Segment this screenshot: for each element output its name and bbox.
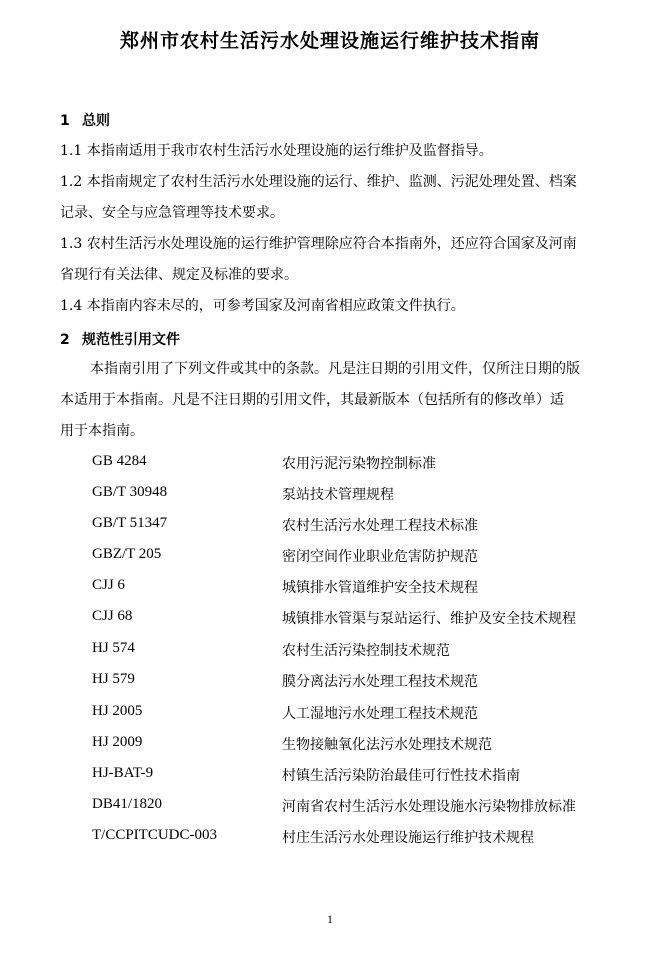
reference-row [92, 453, 632, 473]
reference-code: HJ 2005 [92, 703, 143, 719]
reference-title: 泵站技术管理规程 [282, 487, 394, 503]
section-2-title: 规范性引用文件 [82, 332, 180, 348]
reference-code: HJ-BAT-9 [92, 765, 154, 781]
section-1-number: 1 [60, 113, 70, 129]
clause-1-3 [60, 229, 620, 291]
reference-title: 农村生活污染控制技术规范 [282, 643, 450, 659]
reference-title: 城镇排水管道维护安全技术规程 [282, 580, 478, 596]
clause-1-4 [60, 291, 620, 322]
clause-line: 1.3 农村生活污水处理设施的运行维护管理除应符合本指南外，还应符合国家及河南 [60, 236, 577, 252]
reference-code: HJ 2009 [92, 734, 143, 750]
section-2-intro [60, 354, 620, 447]
clause-line: 1.2 本指南规定了农村生活污水处理设施的运行、维护、监测、污泥处理处置、档案 [60, 174, 577, 190]
clause-line: 记录、安全与应急管理等技术要求。 [60, 205, 284, 221]
reference-row [92, 703, 632, 723]
reference-row [92, 515, 632, 535]
reference-code: CJJ 68 [92, 608, 133, 624]
reference-title: 城镇排水管渠与泵站运行、维护及安全技术规程 [282, 611, 576, 627]
section-2-heading [60, 329, 180, 349]
reference-title: 村镇生活污染防治最佳可行性技术指南 [282, 768, 520, 784]
section-1-title: 总则 [82, 113, 110, 129]
clause-line: 1.4 本指南内容未尽的，可参考国家及河南省相应政策文件执行。 [60, 298, 465, 314]
section-2-number: 2 [60, 332, 70, 348]
reference-row [92, 608, 632, 628]
reference-code: CJJ 6 [92, 577, 125, 593]
reference-code: HJ 574 [92, 640, 135, 656]
reference-title: 密闭空间作业职业危害防护规范 [282, 549, 478, 565]
reference-row [92, 671, 632, 691]
clause-1-1 [60, 136, 620, 167]
section-1-heading [60, 110, 110, 130]
reference-row [92, 734, 632, 754]
reference-code: GBZ/T 205 [92, 546, 162, 562]
reference-title: 人工湿地污水处理工程技术规范 [282, 706, 478, 722]
reference-title: 生物接触氧化法污水处理技术规范 [282, 737, 492, 753]
document-title: 郑州市农村生活污水处理设施运行维护技术指南 [119, 30, 540, 52]
reference-title: 膜分离法污水处理工程技术规范 [282, 674, 478, 690]
clause-line: 省现行有关法律、规定及标准的要求。 [60, 267, 298, 283]
reference-row [92, 765, 632, 785]
intro-line: 本适用于本指南。凡是不注日期的引用文件，其最新版本（包括所有的修改单）适 [60, 392, 564, 408]
intro-line: 本指南引用了下列文件或其中的条款。凡是注日期的引用文件，仅所注日期的版 [90, 361, 580, 377]
intro-line: 用于本指南。 [60, 423, 144, 439]
page-number: 1 [327, 912, 333, 926]
reference-row [92, 546, 632, 566]
reference-title: 河南省农村生活污水处理设施水污染物排放标准 [282, 799, 576, 815]
reference-title: 村庄生活污水处理设施运行维护技术规程 [282, 830, 534, 846]
reference-title: 农村生活污水处理工程技术标准 [282, 518, 478, 534]
reference-row [92, 577, 632, 597]
reference-row [92, 640, 632, 660]
reference-title: 农用污泥污染物控制标准 [282, 456, 436, 472]
reference-code: DB41/1820 [92, 796, 163, 812]
reference-code: T/CCPITCUDC-003 [92, 827, 218, 843]
reference-row [92, 796, 632, 816]
reference-code: HJ 579 [92, 671, 135, 687]
reference-code: GB/T 51347 [92, 515, 168, 531]
reference-row [92, 484, 632, 504]
reference-code: GB 4284 [92, 453, 147, 469]
clause-1-2 [60, 167, 620, 229]
reference-code: GB/T 30948 [92, 484, 168, 500]
clause-line: 1.1 本指南适用于我市农村生活污水处理设施的运行维护及监督指导。 [60, 143, 493, 159]
reference-row [92, 827, 632, 847]
